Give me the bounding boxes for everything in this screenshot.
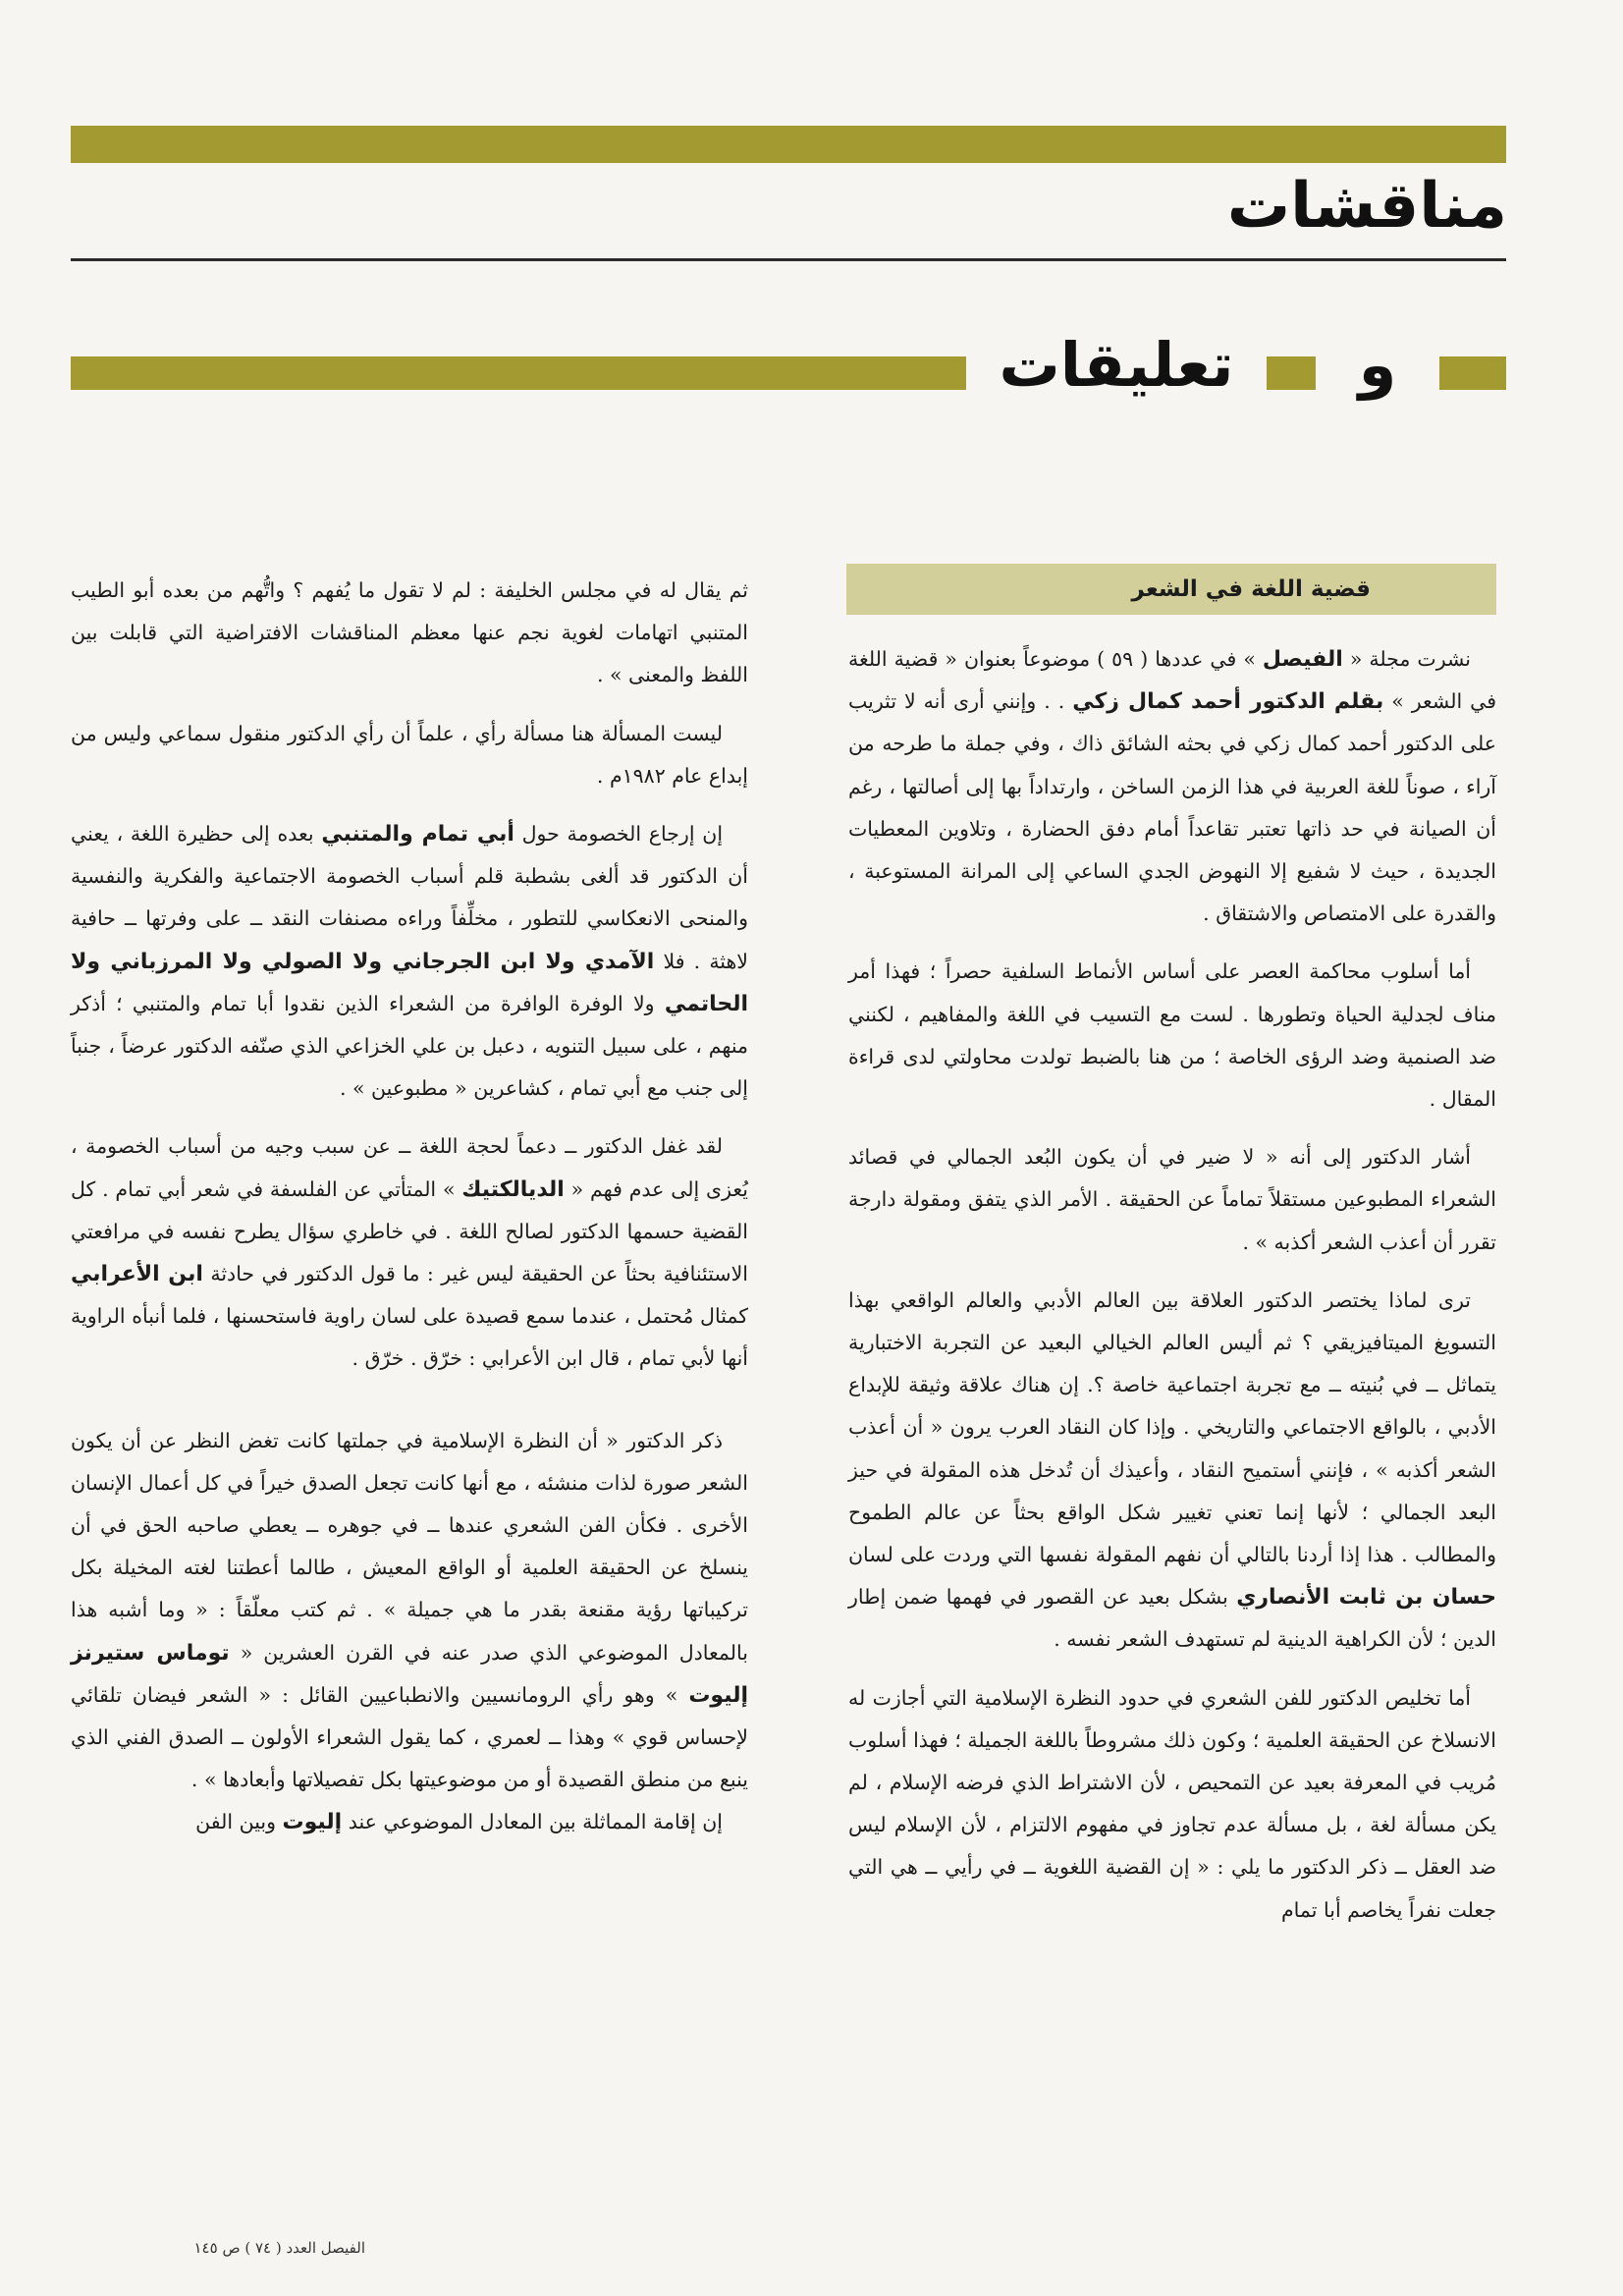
article-column-right (848, 638, 1496, 1932)
article-column-left (71, 570, 748, 1844)
paragraph: لقد غفل الدكتور ــ دعماً لحجة اللغة ــ عن سبب وجيه من أسباب الخصومة ، يُعزى إلى عدم فهم « الديالكتيك » المتأتي عن الفلسفة في شعر أبي تمام . كل القضية حسمها الدكتور لصالح اللغة . في خاطري سؤال يطرح نفسه في مرافعتي الاستئنافية بحثاً عن الحقيقة ليس غير : ما قول الدكتور في حادثة ابن الأعرابي كمثال مُحتمل ، عندما سمع قصيدة على لسان راوية فاستحسنها ، فلما أنبأه الراوية أنها لأبي تمام ، قال ابن الأعرابي : خرّق . خرّق . (71, 1134, 748, 1371)
paragraph: إن إرجاع الخصومة حول أبي تمام والمتنبي بعده إلى حظيرة اللغة ، يعني أن الدكتور قد ألغى بشطبة قلم أسباب الخصومة الاجتماعية والفكرية والنفسية والمنحى الانعكاسي للتطور ، مخلِّفاً وراءه مصنفات النقد ــ على وفرتها ــ حافية لاهثة . فلا الآمدي ولا ابن الجرجاني ولا الصولي ولا المرزباني ولا الحاتمي ولا الوفرة الوافرة من الشعراء الذين نقدوا أبا تمام والمتنبي ؛ أذكر منهم ، على سبيل التنويه ، دعبل بن علي الخزاعي الذي صنّفه الدكتور عرضاً ، جنباً إلى جنب مع أبي تمام ، كشاعرين « مطبوعين » . (71, 822, 748, 1101)
paragraph: نشرت مجلة « الفيصل » في عددها ( ٥٩ ) موضوعاً بعنوان « قضية اللغة في الشعر » بقلم الدكتور أحمد كمال زكي . . وإنني أرى أنه لا تثريب على الدكتور أحمد كمال زكي في بحثه الشائق ذاك ، وفي جملة ما طرحه من آراء ، صوناً للغة العربية في هذا الزمن الساخن ، وارتداداً بها إلى أصالتها ، رغم أن الصيانة في حد ذاتها تعتبر تقاعداً أمام دفق الحضارة ، وتلاوين المعطيات الجديدة ، حيث لا شفيع إلا النهوض الجدي الساعي إلى المرانة المستوعبة ، والقدرة على الامتصاص والاشتقاق . (848, 647, 1497, 926)
header-band-right (1439, 356, 1506, 390)
page-title-discussions: مناقشات (1226, 170, 1507, 243)
paragraph: ثم يقال له في مجلس الخليفة : لم لا تقول ما يُفهم ؟ واتُّهم من بعده أبو الطيب المتنبي اتهامات لغوية نجم عنها معظم المناقشات الافتراضية التي قابلت بين اللفظ والمعنى » . (71, 578, 748, 687)
paragraph: إن إقامة المماثلة بين المعادل الموضوعي عند إليوت وبين الفن (195, 1810, 723, 1835)
section-heading-box (846, 564, 1496, 615)
page-title-and: و (1358, 329, 1397, 401)
paragraph: أما تخليص الدكتور للفن الشعري في حدود النظرة الإسلامية التي أجازت له الانسلاخ عن الحقيقة العلمية ؛ وكون ذلك مشروطاً باللغة الجميلة ؛ فهذا أسلوب مُريب في المعرفة بعيد عن التمحيص ، لأن الاشتراط الذي فرضه الإسلام ، لم يكن مسألة لغة ، بل مسألة عدم تجاوز في مفهوم الالتزام ، لأن الإسلام ليس ضد العقل ــ ذكر الدكتور ما يلي : « إن القضية اللغوية ــ في رأيي ــ هي التي جعلت نفراً يخاصم أبا تمام (848, 1685, 1496, 1922)
page-title-comments: تعليقات (999, 329, 1234, 401)
paragraph: ذكر الدكتور « أن النظرة الإسلامية في جملتها كانت تغض النظر عن أن يكون الشعر صورة لذات منشئه ، مع أنها كانت تجعل الصدق خيراً في كل أعمال الإنسان الأخرى . فكأن الفن الشعري عندها ــ في جوهره ــ يعطي صاحبه الحق في أن ينسلخ عن الحقيقة العلمية أو الواقع المعيش ، طالما أعطتنا لغته المخيلة بكل تركيباتها رؤية مقنعة بقدر ما هي جميلة » . ثم كتب معلّقاً : « وما أشبه هذا بالمعادل الموضوعي الذي صدر عنه في القرن العشرين « توماس ستيرنز إليوت » وهو رأي الرومانسيين والانطباعيين القائل : « الشعر فيضان تلقائي لإحساس قوي » وهذا ــ لعمري ، كما يقول الشعراء الأولون ــ الصدق الفني الذي ينبع من منطق القصيدة أو من موضوعيتها بكل تفصيلاتها وأبعادها » . (71, 1428, 748, 1792)
header-divider (71, 258, 1506, 261)
header-band-top (71, 126, 1506, 163)
paragraph: أشار الدكتور إلى أنه « لا ضير في أن يكون البُعد الجمالي في قصائد الشعراء المطبوعين مستقلاً تماماً عن الحقيقة . الأمر الذي يتفق ومقولة دارجة تقرر أن أعذب الشعر أكذبه » . (848, 1145, 1496, 1254)
paragraph: ترى لماذا يختصر الدكتور العلاقة بين العالم الأدبي والعالم الواقعي بهذا التسويغ الميتافيزيقي ؟ ثم أليس العالم الخيالي البعيد عن التجربة الاختبارية يتماثل ــ في بُنيته ــ مع تجربة اجتماعية خاصة ؟. إن هناك علاقة وثيقة للإبداع الأدبي ، بالواقع الاجتماعي والتاريخي . وإذا كان النقاد العرب يرون « أن أعذب الشعر أكذبه » ، فإنني أستميح النقاد ، وأعيذك أن تُدخل هذه المقولة في حيز البعد الجمالي ؛ لأنها إنما تعني تغيير شكل الواقع بحثاً عن عالم الطموح والمطالب . هذا إذا أردنا بالتالي أن نفهم المقولة نفسها التي وردت على لسان حسان بن ثابت الأنصاري بشكل بعيد عن القصور في فهمها ضمن إطار الدين ؛ لأن الكراهية الدينية لم تستهدف الشعر نفسه . (848, 1287, 1496, 1652)
section-heading: قضية اللغة في الشعر (1131, 576, 1371, 602)
page-footer: الفيصل العدد ( ٧٤ ) ص ١٤٥ (193, 2239, 365, 2257)
header-band-middle (1267, 356, 1316, 390)
header-band-left (71, 356, 966, 390)
paragraph: ليست المسألة هنا مسألة رأي ، علماً أن رأي الدكتور منقول سماعي وليس من إبداع عام ١٩٨٢م . (71, 721, 748, 788)
paragraph: أما أسلوب محاكمة العصر على أساس الأنماط السلفية حصراً ؛ فهذا أمر مناف لجدلية الحياة وتطورها . لست مع التسيب في اللغة والمفاهيم ، لكنني ضد الصنمية وضد الرؤى الخاصة ؛ من هنا بالضبط تولدت محاولتي لدى قراءة المقال . (848, 959, 1496, 1112)
